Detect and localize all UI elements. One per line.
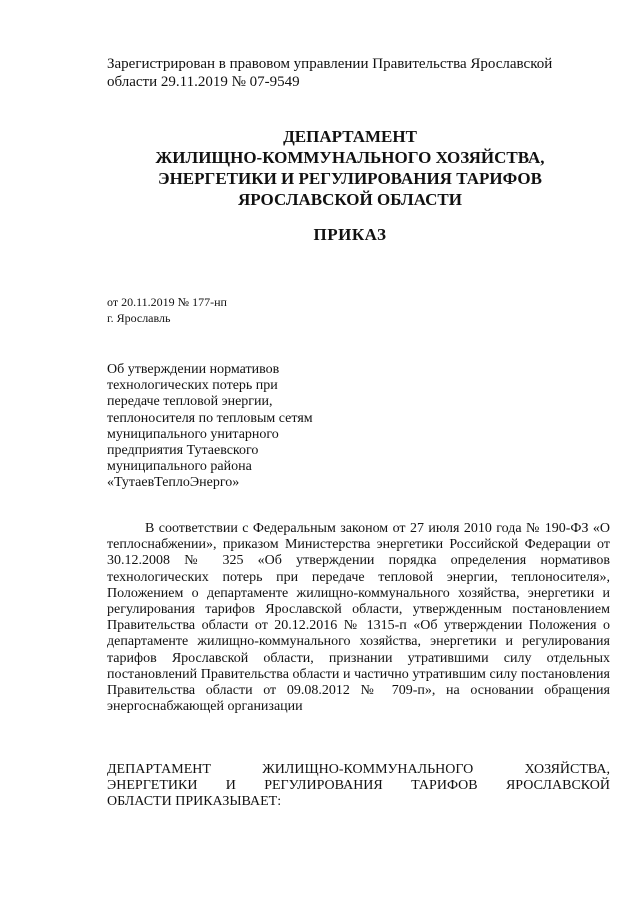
subject-line: муниципального унитарного (107, 426, 279, 442)
registration-line-2: области 29.11.2019 № 07-9549 (107, 74, 300, 90)
resolution-line-1: ДЕПАРТАМЕНТ ЖИЛИЩНО-КОММУНАЛЬНОГО ХОЗЯЙСТВА, (107, 762, 610, 777)
resolution-line-3: ОБЛАСТИ ПРИКАЗЫВАЕТ: (107, 794, 282, 810)
resolution-heading (107, 762, 610, 811)
subject-line: Об утверждении нормативов (107, 362, 280, 377)
subject-line: «ТутаевТеплоЭнерго» (107, 475, 240, 491)
subject-line: теплоносителя по тепловым сетям (107, 410, 313, 426)
department-line-2: ЖИЛИЩНО-КОММУНАЛЬНОГО ХОЗЯЙСТВА, (155, 148, 545, 167)
preamble-paragraph: В соответствии с Федеральным законом от 27 июля 2010 года № 190-ФЗ «О теплоснабжении», приказом Министерства энергетики Российской Федерации от 30.12.2008 № 325 «Об утверждении порядка определения нормативов технологических потерь при передаче тепловой энергии, теплоносителя», Положением о департаменте жилищно-коммунального хозяйства, энергетики и регулирования тарифов Ярославской области, утвержденным постановлением Правительства области от 20.12.2016 № 1315-п «Об утверждении Положения о департаменте жилищно-коммунального хозяйства, энергетики и регулирования тарифов Ярославской области, признании утратившими силу отдельных постановлений Правительства области и частично утратившим силу постановления Правительства области от 09.08.2012 № 709-п», на основании обращения энергоснабжающей организации (107, 521, 610, 715)
preamble-section (107, 521, 610, 715)
order-city: г. Ярославль (107, 311, 171, 325)
subject-line: передаче тепловой энергии, (107, 394, 273, 410)
order-subject (107, 362, 347, 492)
registration-line-1: Зарегистрирован в правовом управлении Правительства Ярославской (107, 56, 553, 72)
department-line-1: ДЕПАРТАМЕНТ (283, 127, 417, 146)
department-line-4: ЯРОСЛАВСКОЙ ОБЛАСТИ (238, 190, 462, 209)
registration-note (107, 55, 567, 91)
department-line-3: ЭНЕРГЕТИКИ И РЕГУЛИРОВАНИЯ ТАРИФОВ (158, 169, 542, 188)
order-meta (107, 294, 227, 326)
subject-line: муниципального района (107, 459, 252, 475)
subject-line: предприятия Тутаевского (107, 443, 259, 459)
resolution-line-2: ЭНЕРГЕТИКИ И РЕГУЛИРОВАНИЯ ТАРИФОВ ЯРОСЛАВСКОЙ (107, 778, 610, 794)
department-heading (90, 126, 610, 210)
order-title: ПРИКАЗ (313, 225, 387, 244)
subject-line: технологических потерь при (107, 378, 278, 394)
order-date-number: от 20.11.2019 № 177-нп (107, 295, 227, 309)
